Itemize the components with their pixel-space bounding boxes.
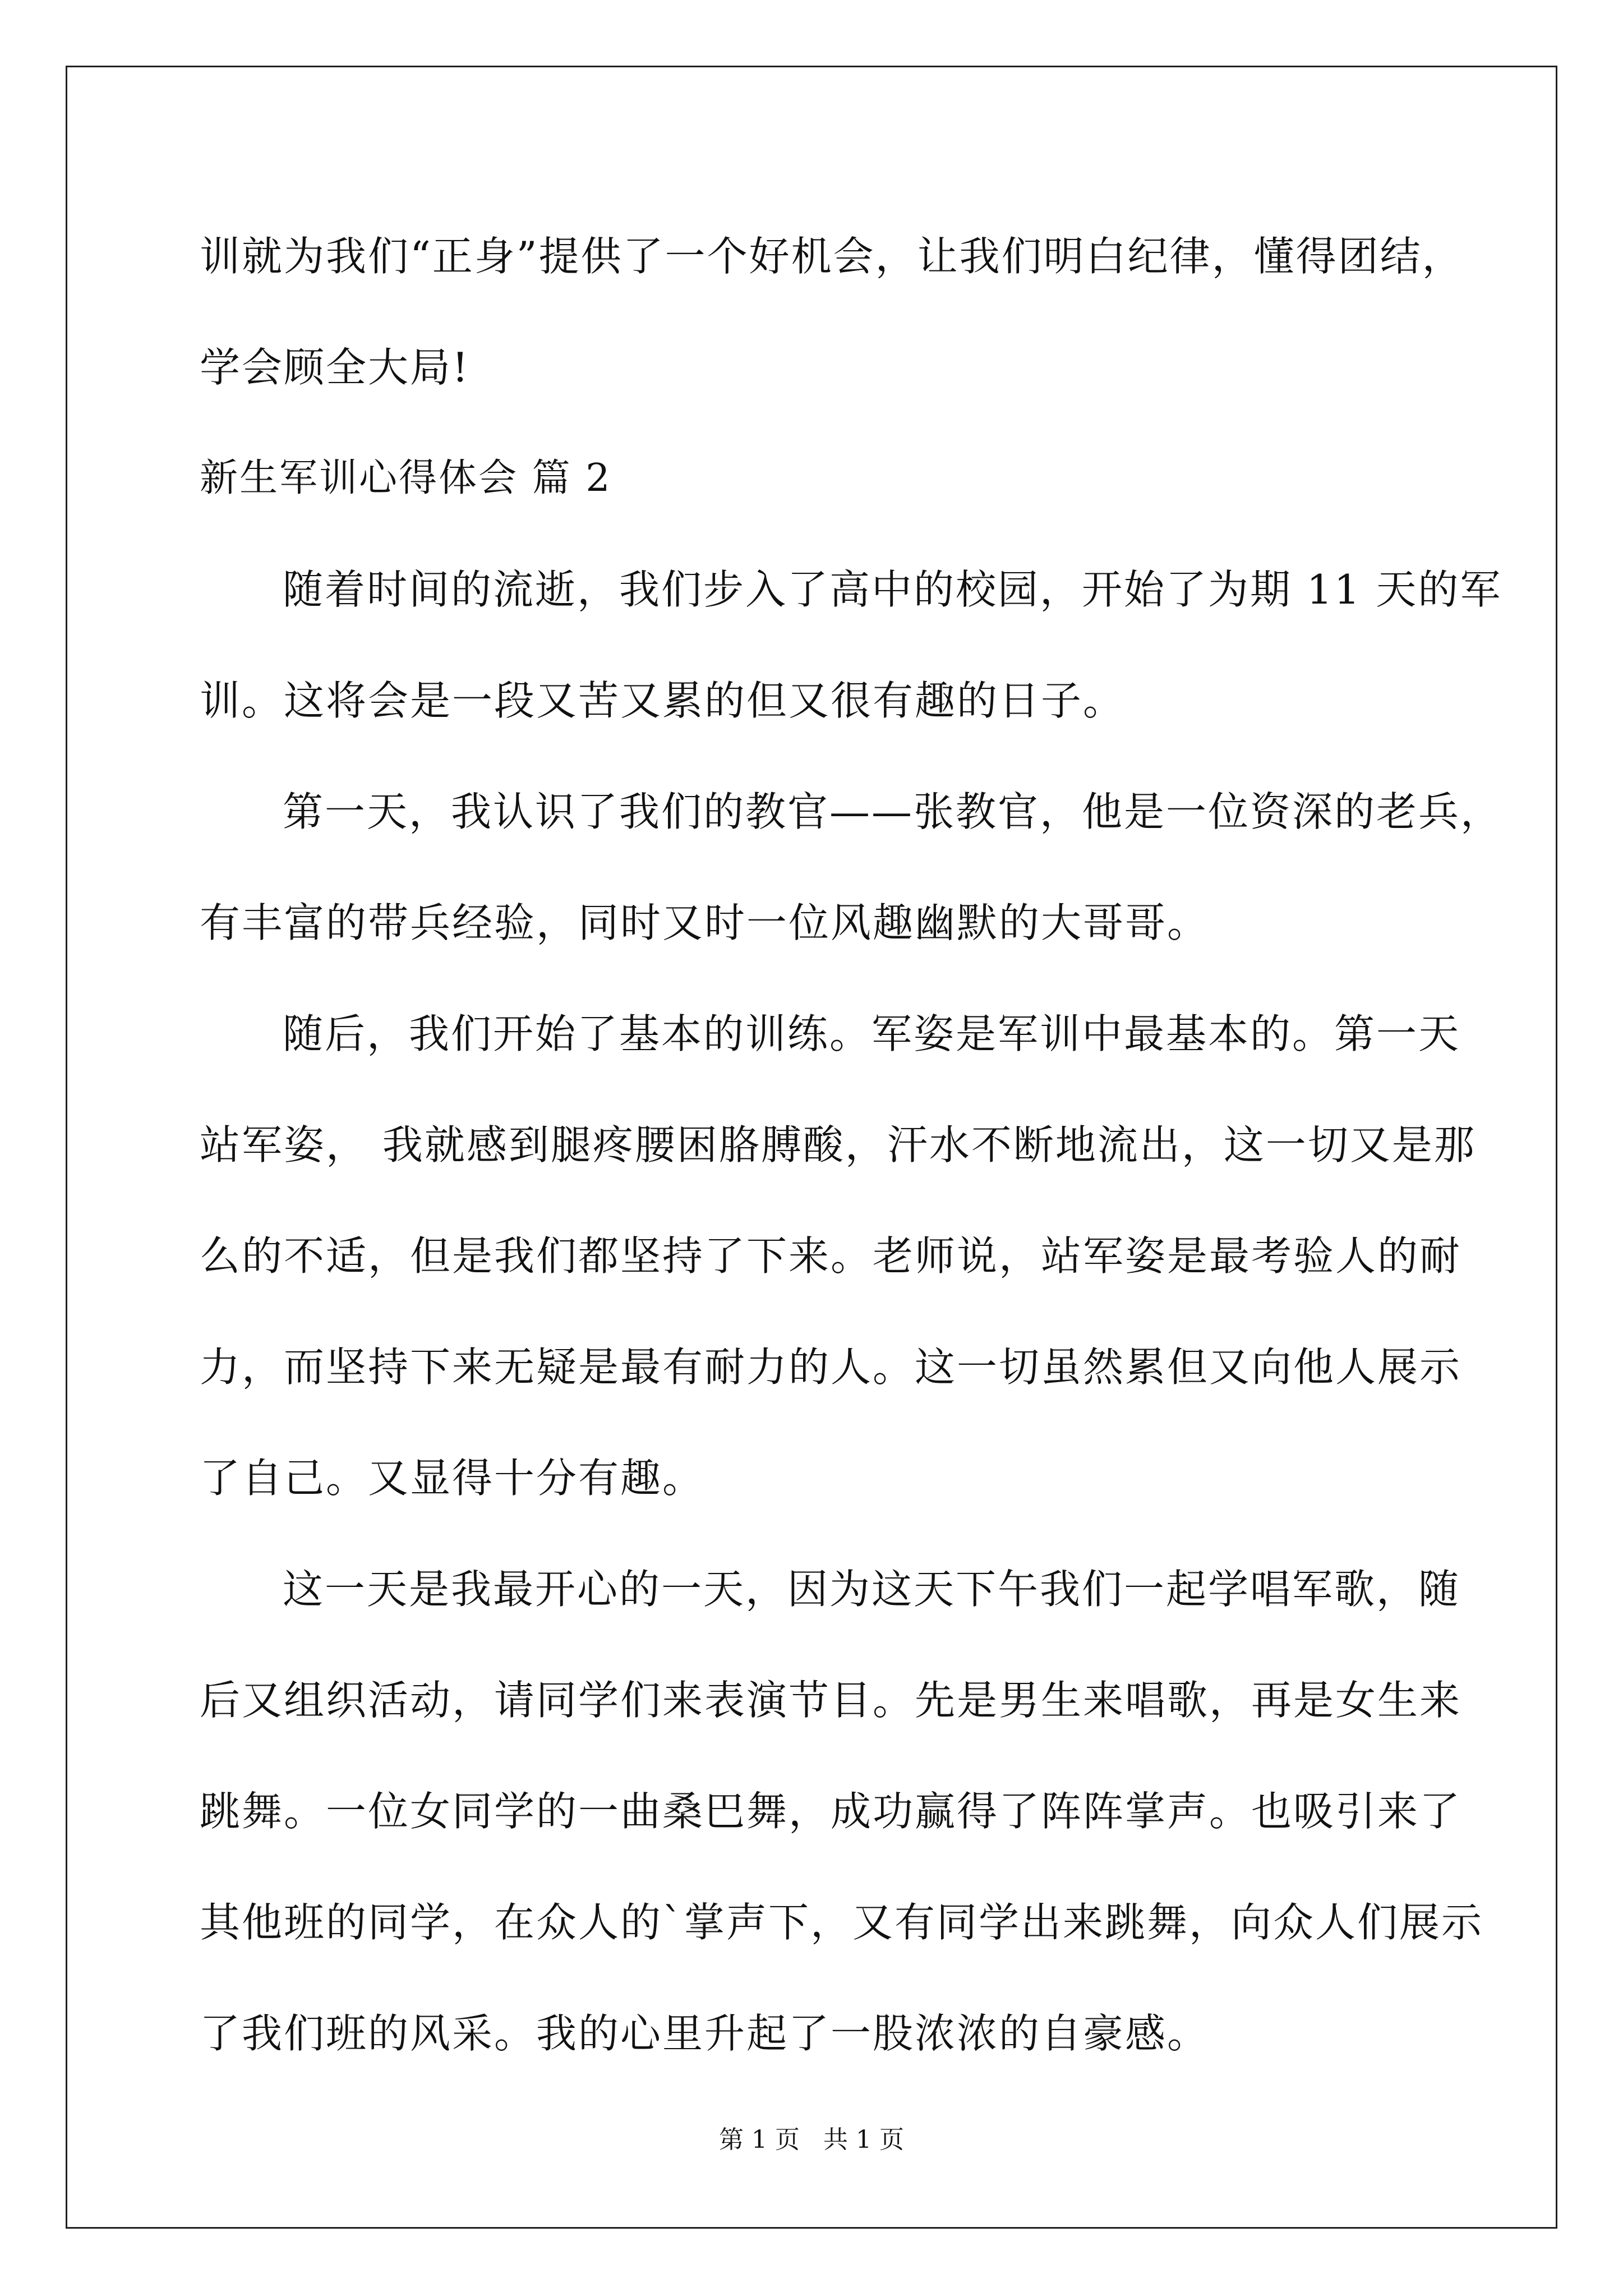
text-line-11: 力，而坚持下来无疑是最有耐力的人。这一切虽然累但又向他人展示 — [200, 1343, 1462, 1391]
text-line-1: 训就为我们“正身”提供了一个好机会，让我们明白纪律，懂得团结， — [200, 233, 1464, 280]
text-line-4: 随着时间的流逝，我们步入了高中的校园，开始了为期 11 天的军 — [283, 566, 1502, 613]
text-line-8: 随后，我们开始了基本的训练。军姿是军训中最基本的。第一天 — [283, 1010, 1461, 1057]
text-line-9: 站军姿， 我就感到腿疼腰困胳膊酸，汗水不断地流出，这一切又是那 — [200, 1121, 1476, 1168]
text-line-10: 么的不适，但是我们都坚持了下来。老师说，站军姿是最考验人的耐 — [200, 1232, 1462, 1280]
text-line-14: 后又组织活动，请同学们来表演节目。先是男生来唱歌，再是女生来 — [200, 1677, 1462, 1724]
text-line-2: 学会顾全大局! — [200, 344, 470, 391]
text-line-12: 了自己。又显得十分有趣。 — [200, 1455, 705, 1502]
text-line-16: 其他班的同学，在众人的`掌声下，又有同学出来跳舞，向众人们展示 — [200, 1899, 1484, 1946]
text-line-7: 有丰富的带兵经验，同时又时一位风趣幽默的大哥哥。 — [200, 899, 1210, 946]
text-line-5: 训。这将会是一段又苦又累的但又很有趣的日子。 — [200, 677, 1126, 724]
document-body — [200, 201, 1503, 2089]
text-line-13: 这一天是我最开心的一天，因为这天下午我们一起学唱军歌，随 — [283, 1566, 1461, 1613]
page-total: 共 1 页 — [823, 2125, 904, 2154]
page-number: 第 1 页 — [719, 2125, 800, 2154]
text-line-15: 跳舞。一位女同学的一曲桑巴舞，成功赢得了阵阵掌声。也吸引来了 — [200, 1788, 1462, 1835]
text-line-6: 第一天，我认识了我们的教官——张教官，他是一位资深的老兵， — [283, 788, 1503, 835]
section-heading: 新生军训心得体会 篇 2 — [200, 456, 612, 500]
text-line-17: 了我们班的风采。我的心里升起了一股浓浓的自豪感。 — [200, 2010, 1210, 2057]
page-footer — [0, 2123, 1623, 2157]
